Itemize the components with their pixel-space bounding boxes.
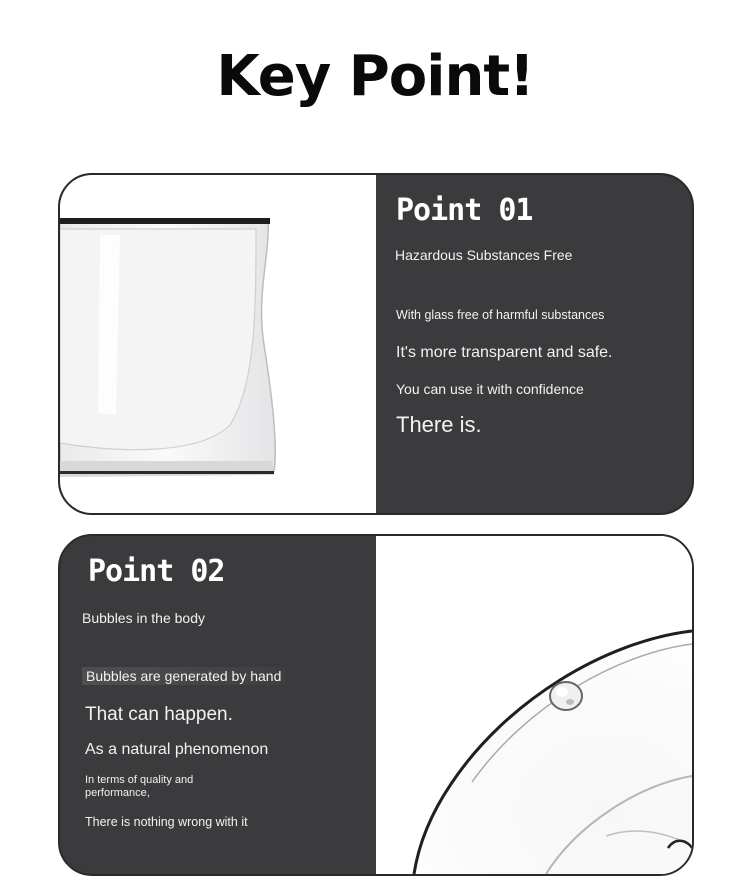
point-01-heading: Point 01 bbox=[396, 193, 533, 228]
point-01-card bbox=[58, 173, 694, 515]
point-02-text-panel bbox=[60, 536, 376, 874]
point-01-line-3: You can use it with confidence bbox=[396, 381, 584, 397]
point-02-line-3: As a natural phenomenon bbox=[85, 741, 269, 758]
point-01-line-2: It's more transparent and safe. bbox=[396, 344, 613, 361]
point-01-text-panel bbox=[376, 175, 692, 513]
point-01-subtitle: Hazardous Substances Free bbox=[395, 247, 573, 263]
glass-cup-image bbox=[60, 175, 376, 513]
point-02-subtitle: Bubbles in the body bbox=[82, 610, 205, 626]
point-02-line-1: Bubbles are generated by hand bbox=[82, 667, 285, 685]
point-02-line-2: That can happen. bbox=[85, 704, 233, 725]
page-title: Key Point! bbox=[216, 44, 534, 109]
point-01-line-1: With glass free of harmful substances bbox=[396, 308, 605, 322]
point-02-heading: Point 02 bbox=[88, 554, 225, 589]
glass-bubble-closeup-image bbox=[376, 536, 692, 874]
point-02-line-4: In terms of quality and performance, bbox=[85, 774, 194, 799]
point-02-card bbox=[58, 534, 694, 876]
point-02-line-5: There is nothing wrong with it bbox=[85, 815, 248, 829]
point-01-line-4: There is. bbox=[396, 412, 482, 437]
